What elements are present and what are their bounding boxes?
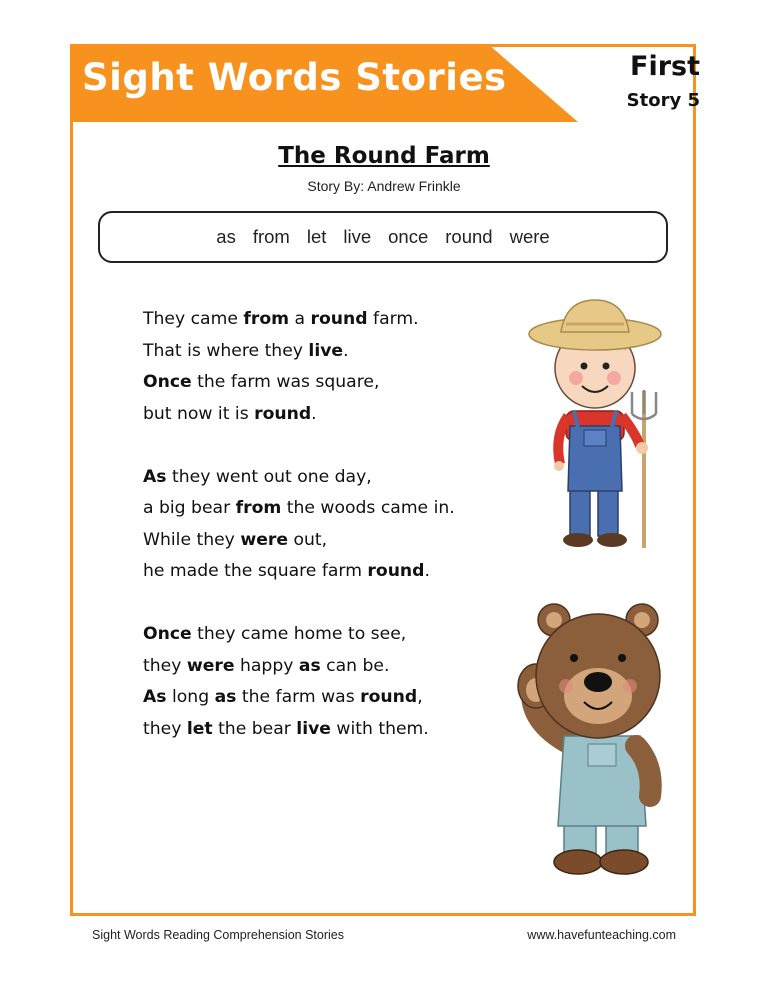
story-text-segment: they came home to see, (191, 624, 407, 644)
story-text-segment: farm. (367, 309, 419, 329)
story-text-segment: a big bear (143, 498, 236, 518)
sight-word-box (98, 211, 668, 263)
bold-sight-word: as (298, 655, 321, 676)
story-text-segment: They came (143, 309, 244, 329)
story-text-segment: . (343, 340, 349, 361)
story-text-segment: the woods came in. (281, 498, 455, 518)
story-line (143, 714, 503, 746)
story-text-segment: the bear (212, 718, 297, 739)
story-byline: Story By: Andrew Frinkle (307, 178, 461, 194)
footer-website[interactable]: www.havefunteaching.com (527, 928, 676, 942)
story-text-segment: , (417, 687, 423, 707)
story-text-segment: . (311, 403, 317, 424)
story-line (143, 367, 503, 399)
bold-sight-word: round (254, 403, 312, 424)
bear-in-overalls-illustration (514, 596, 674, 878)
bold-sight-word: As (143, 687, 167, 707)
story-text-segment: the farm was (236, 687, 361, 707)
story-text-segment: long (166, 687, 215, 707)
story-text-segment: happy (234, 655, 299, 676)
story-text (143, 304, 503, 745)
story-text-segment: While they (143, 529, 241, 550)
sight-word: were (509, 226, 550, 247)
sight-word: as (216, 226, 236, 247)
story-text-segment: can be. (320, 655, 390, 676)
grade-level: First (630, 51, 700, 82)
story-text-segment: they (143, 655, 187, 676)
bold-sight-word: round (310, 309, 368, 329)
story-text-segment: a (289, 309, 311, 329)
story-line (143, 525, 503, 557)
story-line (143, 619, 503, 651)
bold-sight-word: were (240, 529, 288, 550)
story-line (143, 651, 503, 683)
bold-sight-word: As (143, 466, 167, 487)
story-line (143, 682, 503, 714)
farmer-boy-illustration (526, 296, 666, 556)
story-text-segment: with them. (330, 718, 429, 739)
bold-sight-word: from (235, 498, 282, 518)
footer-series-name: Sight Words Reading Comprehension Stories (92, 928, 344, 942)
bold-sight-word: Once (143, 624, 192, 644)
sight-word: live (343, 226, 372, 247)
bold-sight-word: from (243, 309, 290, 329)
story-line (143, 399, 503, 431)
bold-sight-word: let (186, 718, 213, 739)
bold-sight-word: Once (143, 372, 192, 392)
story-line (143, 304, 503, 336)
story-text-segment: but now it is (143, 403, 255, 424)
bold-sight-word: as (214, 687, 237, 707)
story-text-segment: he made the square farm (143, 561, 368, 581)
sight-word: from (252, 226, 290, 247)
story-text-segment: out, (288, 529, 328, 550)
bold-sight-word: round (360, 687, 418, 707)
story-line (143, 493, 503, 525)
story-title: The Round Farm (278, 143, 490, 169)
bold-sight-word: were (186, 655, 235, 676)
story-line (143, 336, 503, 368)
story-text-segment: they (143, 718, 187, 739)
banner-title: Sight Words Stories (82, 56, 507, 99)
story-text-segment: That is where they (143, 340, 309, 361)
sight-word: round (445, 226, 493, 247)
bold-sight-word: live (296, 718, 331, 739)
bold-sight-word: live (308, 340, 344, 361)
story-line (143, 462, 503, 494)
story-text-segment: they went out one day, (166, 466, 372, 487)
story-number: Story 5 (626, 90, 700, 111)
story-text-segment: the farm was square, (191, 372, 380, 392)
story-text-segment: . (424, 561, 430, 581)
sight-word: let (306, 226, 327, 247)
story-line (143, 556, 503, 588)
sight-word: once (388, 226, 429, 247)
bold-sight-word: round (367, 561, 425, 581)
